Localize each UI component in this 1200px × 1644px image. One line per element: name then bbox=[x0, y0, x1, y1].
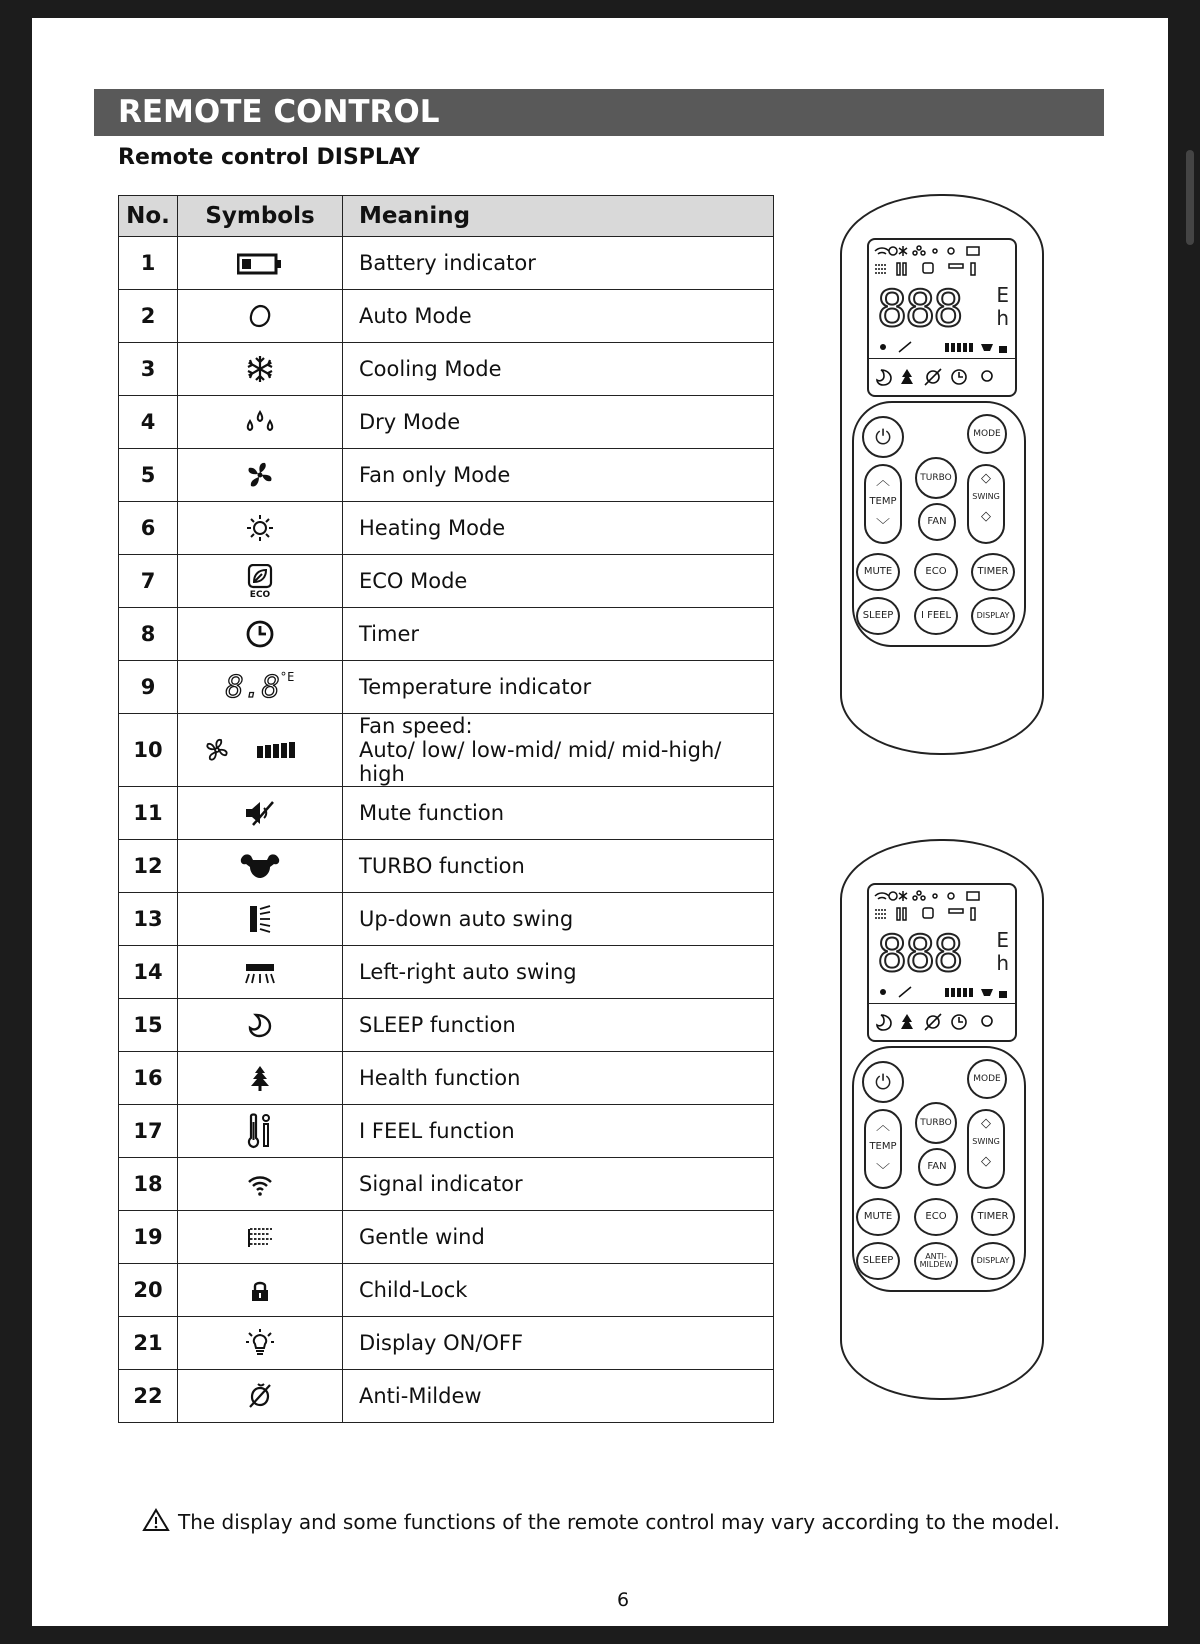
lcd-fan-speed-icon bbox=[875, 985, 1009, 999]
button-panel-outline bbox=[852, 401, 1026, 647]
table-row bbox=[119, 449, 774, 502]
symbol-cell bbox=[178, 1211, 343, 1264]
symbol-cell bbox=[178, 661, 343, 714]
meaning-cell: SLEEP function bbox=[343, 999, 774, 1052]
row-number: 1 bbox=[119, 237, 178, 290]
manual-page bbox=[32, 18, 1168, 1626]
row-number: 16 bbox=[119, 1052, 178, 1105]
lcd-function-row bbox=[875, 366, 1009, 392]
sleep-button[interactable]: SLEEP bbox=[856, 597, 900, 635]
lcd-fan-row bbox=[875, 985, 1009, 1003]
up-down-swing-icon bbox=[246, 903, 274, 935]
fan-icon bbox=[245, 460, 275, 490]
remote-control-1 bbox=[840, 194, 1044, 755]
mode-button[interactable]: MODE bbox=[967, 414, 1007, 454]
table-row bbox=[119, 1211, 774, 1264]
sun-icon bbox=[245, 513, 275, 543]
timer-button[interactable]: TIMER bbox=[971, 1198, 1015, 1236]
table-row bbox=[119, 893, 774, 946]
meaning-cell: Battery indicator bbox=[343, 237, 774, 290]
meaning-cell: Auto Mode bbox=[343, 290, 774, 343]
symbols-table bbox=[118, 195, 774, 1423]
temp-label: TEMP bbox=[869, 496, 897, 507]
bulb-icon bbox=[245, 1328, 275, 1358]
symbol-cell bbox=[178, 237, 343, 290]
row-number: 6 bbox=[119, 502, 178, 555]
table-row bbox=[119, 1317, 774, 1370]
temp-up-icon: ︿ bbox=[876, 473, 890, 489]
meaning-line-2: Auto/ low/ low-mid/ mid/ mid-high/ high bbox=[359, 738, 722, 786]
section-title: REMOTE CONTROL bbox=[94, 89, 1104, 136]
eco-button[interactable]: ECO bbox=[914, 1198, 958, 1236]
table-row bbox=[119, 661, 774, 714]
note-text: The display and some functions of the remote control may vary according to the model. bbox=[178, 1510, 1061, 1534]
table-row bbox=[119, 999, 774, 1052]
battery-icon bbox=[237, 253, 283, 275]
lcd-icon-row bbox=[873, 245, 1011, 279]
row-number: 8 bbox=[119, 608, 178, 661]
eco-caption: ECO bbox=[249, 590, 271, 598]
eco-button[interactable]: ECO bbox=[914, 553, 958, 591]
meaning-cell: Up-down auto swing bbox=[343, 893, 774, 946]
meaning-cell: Mute function bbox=[343, 787, 774, 840]
fan-button[interactable]: FAN bbox=[918, 503, 956, 541]
temp-down-icon: ﹀ bbox=[876, 518, 890, 534]
table-row bbox=[119, 840, 774, 893]
row-number: 21 bbox=[119, 1317, 178, 1370]
swing-label: SWING bbox=[972, 492, 1000, 501]
symbol-cell bbox=[178, 999, 343, 1052]
symbol-cell bbox=[178, 343, 343, 396]
fan-button[interactable]: FAN bbox=[918, 1148, 956, 1186]
row-number: 3 bbox=[119, 343, 178, 396]
table-row bbox=[119, 555, 774, 608]
symbol-cell bbox=[178, 787, 343, 840]
meaning-cell: Signal indicator bbox=[343, 1158, 774, 1211]
lcd-function-icons bbox=[875, 1011, 1009, 1033]
row-number: 14 bbox=[119, 946, 178, 999]
lcd-digits: 888 bbox=[877, 280, 962, 338]
temp-down-icon: ﹀ bbox=[876, 1163, 890, 1179]
meaning-cell: Temperature indicator bbox=[343, 661, 774, 714]
ifeel-button[interactable]: I FEEL bbox=[914, 597, 958, 635]
row-number: 9 bbox=[119, 661, 178, 714]
meaning-cell: Display ON/OFF bbox=[343, 1317, 774, 1370]
thermometer-person-icon bbox=[245, 1112, 275, 1150]
eco-leaf-icon bbox=[245, 564, 275, 598]
swing-up-icon: ◇ bbox=[981, 1116, 991, 1131]
signal-icon bbox=[246, 1173, 274, 1197]
table-row bbox=[119, 343, 774, 396]
table-row bbox=[119, 1105, 774, 1158]
lcd-fan-speed-icon bbox=[875, 340, 1009, 354]
lcd-icon-row bbox=[873, 890, 1011, 924]
symbol-cell bbox=[178, 1317, 343, 1370]
meaning-cell: Gentle wind bbox=[343, 1211, 774, 1264]
meaning-cell: Heating Mode bbox=[343, 502, 774, 555]
row-number: 5 bbox=[119, 449, 178, 502]
header-no: No. bbox=[119, 196, 178, 237]
lcd-unit-e: E bbox=[996, 283, 1009, 307]
turbo-icon bbox=[239, 851, 281, 881]
timer-button[interactable]: TIMER bbox=[971, 553, 1015, 591]
tree-icon bbox=[249, 1064, 271, 1092]
temp-label: TEMP bbox=[869, 1141, 897, 1152]
display-button[interactable]: DISPLAY bbox=[971, 597, 1015, 635]
sleep-button[interactable]: SLEEP bbox=[856, 1242, 900, 1280]
meaning-cell: ECO Mode bbox=[343, 555, 774, 608]
symbol-cell bbox=[178, 1105, 343, 1158]
warning-icon bbox=[142, 1508, 170, 1532]
meaning-cell: Fan only Mode bbox=[343, 449, 774, 502]
clock-icon bbox=[245, 619, 275, 649]
meaning-cell: Dry Mode bbox=[343, 396, 774, 449]
symbol-cell bbox=[178, 714, 343, 787]
header-meaning-label: Meaning bbox=[359, 203, 471, 229]
table-row bbox=[119, 396, 774, 449]
symbol-cell bbox=[178, 1158, 343, 1211]
lcd-digits: 888 bbox=[877, 925, 962, 983]
lcd-unit-h: h bbox=[996, 306, 1009, 330]
symbol-cell bbox=[178, 1264, 343, 1317]
symbol-cell bbox=[178, 449, 343, 502]
swing-down-icon: ◇ bbox=[981, 509, 991, 524]
meaning-cell: Child-Lock bbox=[343, 1264, 774, 1317]
temp-up-icon: ︿ bbox=[876, 1118, 890, 1134]
anti-mildew-icon bbox=[246, 1382, 274, 1410]
left-right-swing-icon bbox=[243, 961, 277, 985]
mute-button[interactable]: MUTE bbox=[856, 553, 900, 591]
button-panel-outline bbox=[852, 1046, 1026, 1292]
auto-mode-icon bbox=[247, 303, 273, 329]
swing-down-icon: ◇ bbox=[981, 1154, 991, 1169]
meaning-cell: Timer bbox=[343, 608, 774, 661]
row-number: 19 bbox=[119, 1211, 178, 1264]
table-row bbox=[119, 608, 774, 661]
row-number: 7 bbox=[119, 555, 178, 608]
symbol-cell bbox=[178, 1370, 343, 1423]
remote-control-2 bbox=[840, 839, 1044, 1400]
lcd-function-icons bbox=[875, 366, 1009, 388]
row-number: 20 bbox=[119, 1264, 178, 1317]
turbo-button[interactable]: TURBO bbox=[915, 1102, 957, 1144]
fan-speed-icon bbox=[205, 737, 315, 763]
symbol-cell bbox=[178, 555, 343, 608]
row-number: 17 bbox=[119, 1105, 178, 1158]
swing-up-icon: ◇ bbox=[981, 471, 991, 486]
lcd-mode-icons bbox=[873, 245, 1011, 282]
scrollbar-thumb[interactable] bbox=[1186, 150, 1194, 245]
page-number: 6 bbox=[617, 1589, 630, 1611]
power-button[interactable]: ⏻ bbox=[862, 416, 904, 458]
swing-label: SWING bbox=[972, 1137, 1000, 1146]
meaning-cell: Left-right auto swing bbox=[343, 946, 774, 999]
lcd-fan-row bbox=[875, 340, 1009, 358]
turbo-button[interactable]: TURBO bbox=[915, 457, 957, 499]
symbol-cell bbox=[178, 502, 343, 555]
symbol-cell bbox=[178, 893, 343, 946]
row-number: 15 bbox=[119, 999, 178, 1052]
table-row bbox=[119, 1052, 774, 1105]
temp-digits: 8.8 bbox=[225, 669, 280, 705]
lcd-separator bbox=[869, 1003, 1015, 1004]
row-number: 22 bbox=[119, 1370, 178, 1423]
symbol-cell bbox=[178, 290, 343, 343]
model-note bbox=[142, 1508, 1060, 1534]
table-row bbox=[119, 1370, 774, 1423]
lcd-separator bbox=[869, 358, 1015, 359]
remote-lcd bbox=[867, 238, 1017, 397]
symbol-cell bbox=[178, 396, 343, 449]
power-button[interactable]: ⏻ bbox=[862, 1061, 904, 1103]
temperature-digits-icon bbox=[226, 670, 295, 705]
table-row bbox=[119, 237, 774, 290]
remote-lcd bbox=[867, 883, 1017, 1042]
symbol-cell bbox=[178, 608, 343, 661]
symbol-cell bbox=[178, 840, 343, 893]
drops-icon bbox=[244, 409, 276, 435]
anti-mildew-label-2: MILDEW bbox=[919, 1260, 953, 1269]
lcd-unit-e: E bbox=[996, 928, 1009, 952]
section-subtitle: Remote control DISPLAY bbox=[118, 145, 420, 170]
meaning-cell: Cooling Mode bbox=[343, 343, 774, 396]
table-row bbox=[119, 1264, 774, 1317]
table-row bbox=[119, 502, 774, 555]
table-row bbox=[119, 787, 774, 840]
row-number: 12 bbox=[119, 840, 178, 893]
snowflake-icon bbox=[245, 354, 275, 384]
header-symbols: Symbols bbox=[178, 196, 343, 237]
table-row bbox=[119, 714, 774, 787]
mute-button[interactable]: MUTE bbox=[856, 1198, 900, 1236]
header-meaning bbox=[343, 196, 774, 237]
table-row bbox=[119, 946, 774, 999]
moon-icon bbox=[246, 1011, 274, 1039]
table-header-row bbox=[119, 196, 774, 237]
temp-unit: °E bbox=[279, 669, 295, 684]
meaning-cell: I FEEL function bbox=[343, 1105, 774, 1158]
lcd-function-row bbox=[875, 1011, 1009, 1037]
row-number: 13 bbox=[119, 893, 178, 946]
meaning-cell bbox=[343, 714, 774, 787]
anti-mildew-label-1: ANTI- bbox=[925, 1252, 947, 1261]
table-row bbox=[119, 1158, 774, 1211]
lock-icon bbox=[249, 1279, 271, 1303]
row-number: 11 bbox=[119, 787, 178, 840]
symbol-cell bbox=[178, 946, 343, 999]
lcd-unit bbox=[996, 929, 1009, 975]
meaning-line-1: Fan speed: bbox=[359, 714, 473, 738]
row-number: 2 bbox=[119, 290, 178, 343]
meaning-cell: TURBO function bbox=[343, 840, 774, 893]
lcd-unit-h: h bbox=[996, 951, 1009, 975]
row-number: 4 bbox=[119, 396, 178, 449]
row-number: 10 bbox=[119, 714, 178, 787]
lcd-mode-icons bbox=[873, 890, 1011, 927]
table-row bbox=[119, 290, 774, 343]
display-button[interactable]: DISPLAY bbox=[971, 1242, 1015, 1280]
symbol-cell bbox=[178, 1052, 343, 1105]
meaning-cell: Anti-Mildew bbox=[343, 1370, 774, 1423]
row-number: 18 bbox=[119, 1158, 178, 1211]
gentle-wind-icon bbox=[246, 1226, 274, 1250]
lcd-unit bbox=[996, 284, 1009, 330]
meaning-cell: Health function bbox=[343, 1052, 774, 1105]
mode-button[interactable]: MODE bbox=[967, 1059, 1007, 1099]
mute-icon bbox=[243, 799, 277, 827]
